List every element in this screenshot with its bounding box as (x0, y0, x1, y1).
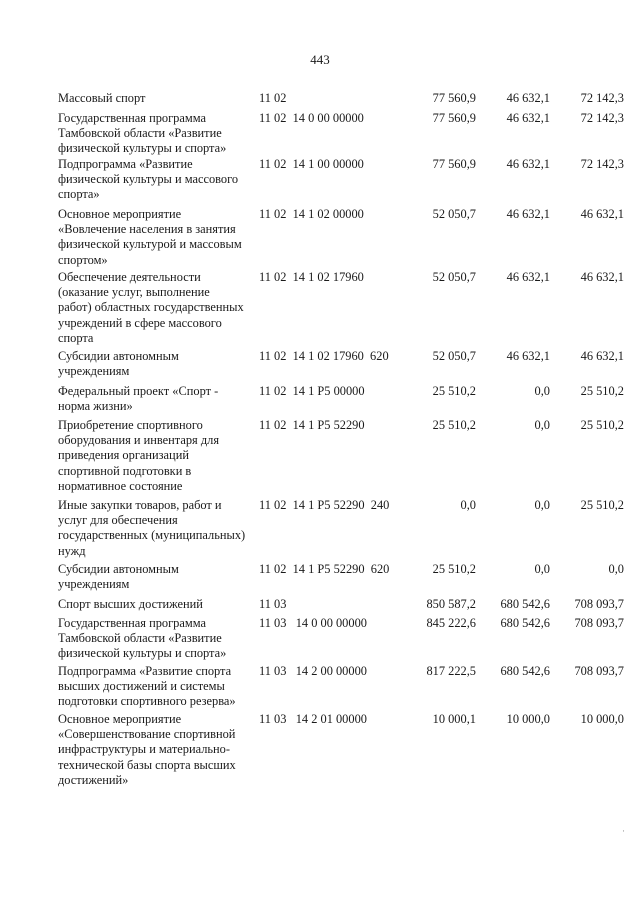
row-value-2: 46 632,1 (506, 111, 550, 125)
row-name: Государственная программа Тамбовской области «Развитие физической культуры и спорта» (58, 616, 227, 661)
row-name: Массовый спорт (58, 91, 146, 105)
row-value-3: 25 510,2 (580, 418, 624, 432)
row-value-1: 25 510,2 (432, 384, 476, 398)
row-code: 11 03 (259, 597, 287, 611)
page-number: 443 (310, 52, 330, 67)
row-value-3: 72 142,3 (580, 157, 624, 171)
row-value-3: 708 093,7 (574, 616, 624, 630)
row-value-3: 72 142,3 (580, 111, 624, 125)
row-value-2: 0,0 (534, 384, 550, 398)
row-value-2: 0,0 (534, 418, 550, 432)
row-name: Спорт высших достижений (58, 597, 203, 611)
row-value-1: 52 050,7 (432, 207, 476, 221)
row-value-2: 46 632,1 (506, 157, 550, 171)
row-value-1: 817 222,5 (426, 664, 476, 678)
row-value-3: 0,0 (608, 562, 624, 576)
row-value-1: 10 000,1 (432, 712, 476, 726)
row-name: Иные закупки товаров, работ и услуг для обеспечения государственных (муниципальных) нужд (58, 498, 246, 558)
row-code: 11 02 14 1 P5 52290 240 (259, 498, 390, 512)
row-name: Федеральный проект «Спорт - норма жизни» (58, 384, 219, 414)
row-value-1: 52 050,7 (432, 270, 476, 284)
row-value-3: 46 632,1 (580, 270, 624, 284)
row-code: 11 03 14 2 01 00000 (259, 712, 367, 726)
row-name: Основное мероприятие «Вовлечение населения в занятия физической культурой и массовым спортом» (58, 207, 242, 267)
row-code: 11 02 14 0 00 00000 (259, 111, 364, 125)
row-value-3: 25 510,2 (580, 498, 624, 512)
row-value-3: 46 632,1 (580, 349, 624, 363)
row-value-2: 680 542,6 (500, 597, 550, 611)
row-value-1: 0,0 (460, 498, 476, 512)
row-value-2: 0,0 (534, 562, 550, 576)
row-code: 11 02 14 1 02 17960 (259, 270, 364, 284)
row-value-1: 77 560,9 (432, 111, 476, 125)
row-value-3: 708 093,7 (574, 664, 624, 678)
row-name: Субсидии автономным учреждениям (58, 562, 179, 592)
row-value-1: 845 222,6 (426, 616, 476, 630)
row-name: Подпрограмма «Развитие физической культуры и массового спорта» (58, 157, 239, 202)
row-value-1: 25 510,2 (432, 418, 476, 432)
row-name: Приобретение спортивного оборудования и инвентаря для приведения организаций спортивной подготовки в нормативное состояние (58, 418, 220, 493)
row-value-2: 46 632,1 (506, 207, 550, 221)
row-name: Государственная программа Тамбовской области «Развитие физической культуры и спорта» (58, 111, 227, 156)
row-code: 11 03 14 0 00 00000 (259, 616, 367, 630)
row-name: Подпрограмма «Развитие спорта высших достижений и системы подготовки спортивного резерва» (58, 664, 236, 709)
row-value-2: 10 000,0 (506, 712, 550, 726)
row-name: Субсидии автономным учреждениям (58, 349, 179, 379)
row-value-2: 46 632,1 (506, 270, 550, 284)
row-code: 11 02 14 1 P5 52290 620 (259, 562, 390, 576)
row-value-3: 46 632,1 (580, 207, 624, 221)
row-name: Обеспечение деятельности (оказание услуг, выполнение работ) областных государственных учреждений в сфере массового спорта (58, 270, 244, 345)
row-value-2: 46 632,1 (506, 91, 550, 105)
row-code: 11 02 14 1 02 17960 620 (259, 349, 389, 363)
row-code: 11 03 14 2 00 00000 (259, 664, 367, 678)
row-code: 11 02 14 1 02 00000 (259, 207, 364, 221)
row-value-2: 680 542,6 (500, 664, 550, 678)
row-code: 11 02 14 1 00 00000 (259, 157, 364, 171)
row-value-1: 25 510,2 (432, 562, 476, 576)
row-code: 11 02 14 1 P5 00000 (259, 384, 365, 398)
row-value-2: 0,0 (534, 498, 550, 512)
row-value-3: 10 000,0 (580, 712, 624, 726)
row-value-1: 52 050,7 (432, 349, 476, 363)
row-value-3: 25 510,2 (580, 384, 624, 398)
row-name: Основное мероприятие «Совершенствование спортивной инфраструктуры и материально-технической базы спорта высших достижений» (58, 712, 236, 787)
row-value-1: 77 560,9 (432, 91, 476, 105)
row-value-1: 77 560,9 (432, 157, 476, 171)
row-value-2: 46 632,1 (506, 349, 550, 363)
row-value-1: 850 587,2 (426, 597, 476, 611)
scan-mark: · (622, 826, 625, 836)
row-value-2: 680 542,6 (500, 616, 550, 630)
row-code: 11 02 14 1 P5 52290 (259, 418, 365, 432)
row-value-3: 72 142,3 (580, 91, 624, 105)
row-value-3: 708 093,7 (574, 597, 624, 611)
row-code: 11 02 (259, 91, 287, 105)
